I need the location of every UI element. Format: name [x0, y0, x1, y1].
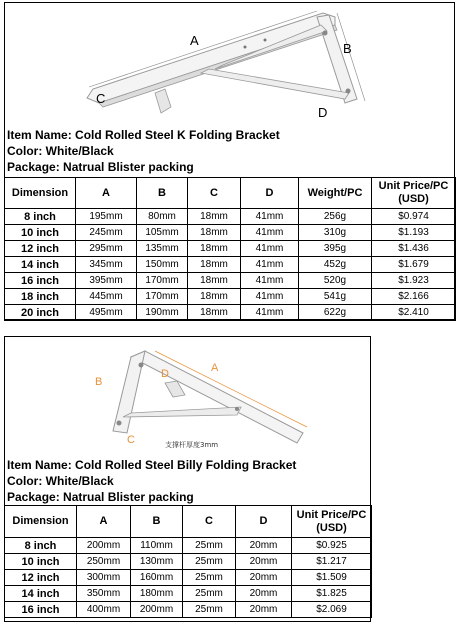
table-cell: 41mm	[241, 273, 299, 289]
table-row	[5, 554, 372, 570]
product-photo-k-bracket	[5, 3, 454, 127]
dimension-label-b: B	[95, 376, 103, 388]
table-cell: 41mm	[241, 225, 299, 241]
header-dimension: Dimension	[5, 506, 77, 538]
table-cell: 41mm	[241, 289, 299, 305]
item-color: Color: White/Black	[7, 474, 114, 488]
cell-dimension: 12 inch	[5, 570, 77, 586]
table-cell: 25mm	[183, 602, 236, 618]
table-cell: 20mm	[236, 538, 292, 554]
table-cell: 250mm	[77, 554, 131, 570]
table-cell: 41mm	[241, 257, 299, 273]
table-cell: 41mm	[241, 209, 299, 225]
header-c: C	[188, 178, 241, 209]
table-cell: 41mm	[241, 241, 299, 257]
table-cell: 18mm	[188, 225, 241, 241]
table-cell: 25mm	[183, 538, 236, 554]
product-photo-billy-bracket	[5, 337, 370, 457]
table-cell: 25mm	[183, 570, 236, 586]
billy-bracket-illustration	[5, 337, 370, 457]
header-a: A	[76, 178, 137, 209]
table-cell: 20mm	[236, 602, 292, 618]
cell-dimension: 8 inch	[5, 209, 76, 225]
table-cell: 18mm	[188, 289, 241, 305]
dimension-label-a: A	[190, 33, 199, 48]
product-card-k-bracket	[4, 2, 455, 320]
k-bracket-illustration	[5, 3, 454, 127]
table-cell: 445mm	[76, 289, 137, 305]
table-body	[5, 538, 372, 618]
dimension-label-d: D	[161, 368, 169, 380]
table-cell: 25mm	[183, 554, 236, 570]
table-cell: 18mm	[188, 273, 241, 289]
table-cell: $1.923	[372, 273, 456, 289]
table-cell: 190mm	[137, 305, 188, 321]
table-cell: 18mm	[188, 257, 241, 273]
table-cell: 200mm	[131, 602, 183, 618]
table-row	[5, 289, 456, 305]
table-cell: 295mm	[76, 241, 137, 257]
spec-table-billy-bracket	[4, 505, 372, 618]
table-row	[5, 209, 456, 225]
header-unit-price: Unit Price/PC (USD)	[372, 178, 456, 209]
table-row	[5, 305, 456, 321]
table-cell: 18mm	[188, 305, 241, 321]
table-cell: $1.679	[372, 257, 456, 273]
table-cell: $1.193	[372, 225, 456, 241]
table-cell: $0.925	[292, 538, 372, 554]
table-cell: $2.069	[292, 602, 372, 618]
table-row	[5, 602, 372, 618]
dimension-label-a: A	[211, 362, 219, 374]
table-cell: 150mm	[137, 257, 188, 273]
table-cell: 395g	[299, 241, 372, 257]
table-cell: 18mm	[188, 241, 241, 257]
table-cell: 245mm	[76, 225, 137, 241]
header-weight: Weight/PC	[299, 178, 372, 209]
table-cell: 495mm	[76, 305, 137, 321]
table-cell: 200mm	[77, 538, 131, 554]
item-color: Color: White/Black	[7, 144, 114, 158]
table-header-row	[5, 178, 456, 209]
table-cell: 400mm	[77, 602, 131, 618]
table-cell: 25mm	[183, 586, 236, 602]
dimension-label-d: D	[318, 105, 328, 120]
dimension-label-c: C	[127, 434, 135, 446]
table-cell: 520g	[299, 273, 372, 289]
table-row	[5, 538, 372, 554]
table-cell: 180mm	[131, 586, 183, 602]
table-cell: 135mm	[137, 241, 188, 257]
table-cell: 345mm	[76, 257, 137, 273]
table-cell: $1.217	[292, 554, 372, 570]
header-d: D	[236, 506, 292, 538]
header-b: B	[131, 506, 183, 538]
table-cell: $1.509	[292, 570, 372, 586]
table-body	[5, 209, 456, 321]
table-cell: 41mm	[241, 305, 299, 321]
table-row	[5, 225, 456, 241]
header-b: B	[137, 178, 188, 209]
cell-dimension: 18 inch	[5, 289, 76, 305]
table-cell: 541g	[299, 289, 372, 305]
table-cell: 300mm	[77, 570, 131, 586]
table-cell: $1.825	[292, 586, 372, 602]
table-row	[5, 273, 456, 289]
product-info-billy-bracket	[5, 457, 370, 505]
item-name: Item Name: Cold Rolled Steel K Folding Bracket	[7, 128, 280, 142]
table-cell: 110mm	[131, 538, 183, 554]
table-cell: 195mm	[76, 209, 137, 225]
dimension-label-c: C	[96, 91, 106, 106]
header-d: D	[241, 178, 299, 209]
item-name: Item Name: Cold Rolled Steel Billy Folding Bracket	[7, 458, 297, 472]
table-cell: $2.166	[372, 289, 456, 305]
cell-dimension: 8 inch	[5, 538, 77, 554]
table-cell: 20mm	[236, 554, 292, 570]
cell-dimension: 20 inch	[5, 305, 76, 321]
table-cell: 395mm	[76, 273, 137, 289]
table-cell: 170mm	[137, 289, 188, 305]
support-bar-thickness-note: 支撑杆厚度3mm	[165, 441, 219, 449]
table-header-row	[5, 506, 372, 538]
header-c: C	[183, 506, 236, 538]
table-row	[5, 570, 372, 586]
cell-dimension: 16 inch	[5, 273, 76, 289]
table-cell: 170mm	[137, 273, 188, 289]
table-cell: 622g	[299, 305, 372, 321]
table-cell: $1.436	[372, 241, 456, 257]
table-cell: 18mm	[188, 209, 241, 225]
cell-dimension: 12 inch	[5, 241, 76, 257]
dimension-label-b: B	[343, 41, 352, 56]
table-cell: 20mm	[236, 586, 292, 602]
table-row	[5, 257, 456, 273]
table-cell: 452g	[299, 257, 372, 273]
table-cell: 160mm	[131, 570, 183, 586]
table-cell: 130mm	[131, 554, 183, 570]
table-row	[5, 586, 372, 602]
item-package: Package: Natrual Blister packing	[7, 490, 194, 504]
cell-dimension: 16 inch	[5, 602, 77, 618]
header-dimension: Dimension	[5, 178, 76, 209]
table-cell: 350mm	[77, 586, 131, 602]
table-cell: 310g	[299, 225, 372, 241]
cell-dimension: 10 inch	[5, 225, 76, 241]
item-package: Package: Natrual Blister packing	[7, 160, 194, 174]
product-card-billy-bracket	[4, 336, 371, 622]
table-cell: 256g	[299, 209, 372, 225]
table-cell: 105mm	[137, 225, 188, 241]
cell-dimension: 14 inch	[5, 257, 76, 273]
header-a: A	[77, 506, 131, 538]
table-cell: 20mm	[236, 570, 292, 586]
table-cell: $2.410	[372, 305, 456, 321]
table-cell: $0.974	[372, 209, 456, 225]
table-cell: 80mm	[137, 209, 188, 225]
product-info-k-bracket	[5, 127, 454, 175]
table-row	[5, 241, 456, 257]
spec-table-k-bracket	[4, 177, 456, 321]
cell-dimension: 10 inch	[5, 554, 77, 570]
header-unit-price: Unit Price/PC (USD)	[292, 506, 372, 538]
cell-dimension: 14 inch	[5, 586, 77, 602]
